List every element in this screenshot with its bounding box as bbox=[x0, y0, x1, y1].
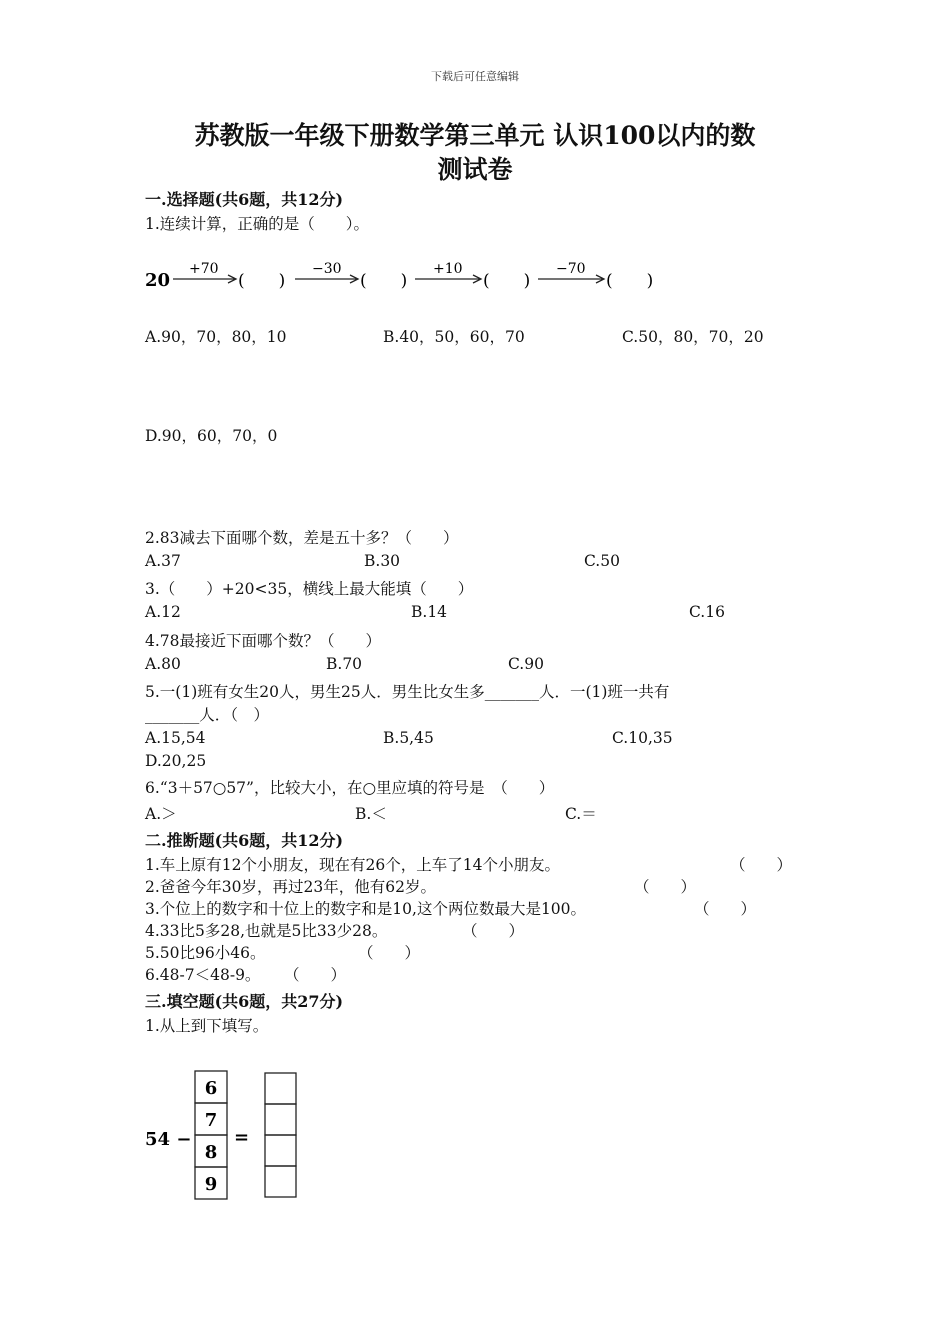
q6-option-c: C.＝ bbox=[565, 805, 597, 823]
judge-item-5: 5.50比96小46。 bbox=[145, 944, 266, 962]
judge-paren-5: （ ） bbox=[358, 944, 421, 962]
page-title-line1: 苏教版一年级下册数学第三单元 认识100以内的数 bbox=[194, 121, 756, 150]
q3-option-c: C.16 bbox=[689, 603, 725, 621]
chain-op-1: +70 bbox=[189, 261, 219, 277]
chain-arrow-3 bbox=[415, 261, 481, 283]
answer-box-1 bbox=[265, 1073, 296, 1104]
q2-option-b: B.30 bbox=[364, 552, 401, 570]
q4-option-a: A.80 bbox=[145, 655, 181, 673]
answer-box-4 bbox=[265, 1166, 296, 1197]
calc-chain-figure bbox=[140, 255, 680, 300]
judge-item-4: 4.33比5多28,也就是5比33少28。 bbox=[145, 922, 388, 940]
q4-text: 4.78最接近下面哪个数？（ ） bbox=[145, 632, 382, 650]
q3-text: 3.（ ）+20<35，横线上最大能填（ ） bbox=[145, 580, 474, 598]
judge-paren-3: （ ） bbox=[694, 900, 757, 918]
q4-option-b: B.70 bbox=[326, 655, 363, 673]
q5-option-b: B.5,45 bbox=[383, 729, 434, 747]
judge-item-1: 1.车上原有12个小朋友，现在有26个，上车了14个小朋友。 bbox=[145, 856, 560, 874]
judge-item-3: 3.个位上的数字和十位上的数字和是10,这个两位数最大是100。 bbox=[145, 900, 587, 918]
minuend-label: 54 − bbox=[145, 1129, 192, 1150]
subtrahend-1: 6 bbox=[204, 1078, 218, 1099]
chain-op-4: −70 bbox=[556, 261, 586, 277]
judge-paren-4: （ ） bbox=[462, 922, 525, 940]
equals-sign: = bbox=[234, 1127, 250, 1148]
q3-option-b: B.14 bbox=[411, 603, 448, 621]
subtrahend-4: 9 bbox=[204, 1174, 218, 1195]
q6-option-b: B.＜ bbox=[355, 805, 387, 823]
q5-line1: 5.一(1)班有女生20人，男生25人．男生比女生多_______人．一(1)班一共有 bbox=[145, 683, 670, 701]
answer-box-3 bbox=[265, 1135, 296, 1166]
chain-blank-4: ( ) bbox=[606, 271, 654, 291]
q1-option-a: A.90，70，80，10 bbox=[145, 328, 287, 346]
judge-item-2: 2.爸爸今年30岁，再过23年，他有62岁。 bbox=[145, 878, 436, 896]
q5-option-d: D.20,25 bbox=[145, 752, 207, 770]
judge-item-6: 6.48-7＜48-9。 bbox=[145, 966, 261, 984]
chain-arrow-2 bbox=[295, 261, 358, 283]
q2-option-a: A.37 bbox=[145, 552, 181, 570]
q6-text: 6.“3＋57○57”，比较大小，在○里应填的符号是 （ ） bbox=[145, 779, 555, 797]
section3-heading: 三.填空题(共6题，共27分) bbox=[145, 992, 344, 1011]
answer-box-2 bbox=[265, 1104, 296, 1135]
chain-arrow-4 bbox=[538, 261, 604, 283]
page-header: 下载后可任意编辑 bbox=[431, 70, 519, 83]
q4-option-c: C.90 bbox=[508, 655, 544, 673]
page-title-line2: 测试卷 bbox=[437, 155, 513, 184]
q1-option-b: B.40，50，60，70 bbox=[383, 328, 525, 346]
subtraction-table-figure bbox=[140, 1068, 310, 1204]
q2-text: 2.83减去下面哪个数，差是五十多？（ ） bbox=[145, 529, 459, 547]
s3-q1-text: 1.从上到下填写。 bbox=[145, 1017, 269, 1035]
chain-op-2: −30 bbox=[312, 261, 342, 277]
section2-heading: 二.推断题(共6题，共12分) bbox=[145, 831, 344, 850]
q2-option-c: C.50 bbox=[584, 552, 620, 570]
q1-option-d: D.90，60，70，0 bbox=[145, 427, 278, 445]
q1-text: 1.连续计算，正确的是（ ）。 bbox=[145, 215, 370, 233]
judge-paren-6: （ ） bbox=[284, 966, 347, 984]
q5-option-a: A.15,54 bbox=[145, 729, 206, 747]
subtrahend-2: 7 bbox=[204, 1110, 218, 1131]
section1-heading: 一.选择题(共6题，共12分) bbox=[145, 190, 344, 209]
q1-option-c: C.50，80，70，20 bbox=[622, 328, 764, 346]
chain-start: 20 bbox=[145, 270, 171, 291]
chain-blank-1: ( ) bbox=[238, 271, 286, 291]
answer-column bbox=[265, 1073, 296, 1197]
judge-paren-2: （ ） bbox=[634, 878, 697, 896]
q6-option-a: A.＞ bbox=[145, 805, 177, 823]
q5-line2: _______人．（ ） bbox=[145, 706, 270, 724]
chain-op-3: +10 bbox=[433, 261, 463, 277]
chain-blank-2: ( ) bbox=[360, 271, 408, 291]
judge-paren-1: （ ） bbox=[730, 856, 793, 874]
subtrahend-column bbox=[195, 1071, 227, 1199]
subtrahend-3: 8 bbox=[204, 1142, 218, 1163]
chain-blank-3: ( ) bbox=[483, 271, 531, 291]
q5-option-c: C.10,35 bbox=[612, 729, 673, 747]
q3-option-a: A.12 bbox=[145, 603, 181, 621]
chain-arrow-1 bbox=[173, 261, 236, 283]
